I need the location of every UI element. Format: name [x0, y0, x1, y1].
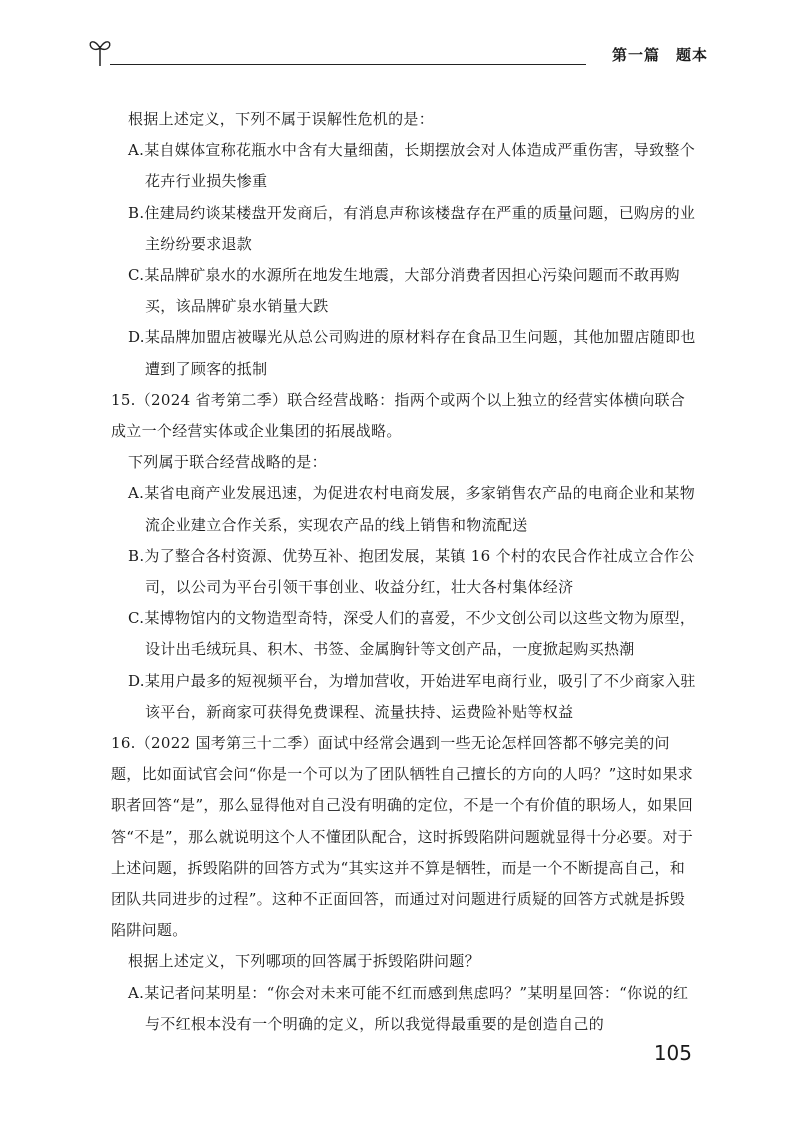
option-letter: B. [128, 203, 145, 222]
q15-stem: 15.（2024 省考第二季）联合经营战略：指两个或两个以上独立的经营实体横向联合成立一个经营实体或企业集团的拓展战略。 [111, 390, 686, 441]
option-letter: C. [128, 609, 145, 628]
option-text: 某自媒体宣称花瓶水中含有大量细菌，长期摆放会对人体造成严重伤害，导致整个花卉行业损失惨重 [144, 141, 696, 191]
option-letter: A. [128, 983, 145, 1002]
option-text: 住建局约谈某楼盘开发商后，有消息声称该楼盘存在严重的质量问题，已购房的业主纷纷要求退款 [144, 203, 696, 253]
q14-option-d [128, 322, 698, 384]
page-number: 105 [653, 1041, 692, 1065]
q14-prompt: 根据上述定义，下列不属于误解性危机的是： [128, 110, 435, 128]
option-letter: A. [128, 484, 145, 503]
option-text: 某省电商产业发展迅速，为促进农村电商发展，多家销售农产品的电商企业和某物流企业建立合作关系，实现农产品的线上销售和物流配送 [144, 484, 696, 534]
option-text: 某品牌矿泉水的水源所在地发生地震，大部分消费者因担心污染问题而不敢再购买，该品牌矿泉水销量大跌 [144, 266, 680, 316]
q16-stem: 16.（2022 国考第三十二季）面试中经常会遇到一些无论怎样回答都不够完美的问题，比如面试官会问“你是一个可以为了团队牺牲自己擅长的方向的人吗？”这时如果求职者回答“是”，那么显得他对自己没有明确的定位，不是一个有价值的职场人，如果回答“不是”，那么就说明这个人不懂团队配合，这时拆毁陷阱问题就显得十分必要。对于上述问题，拆毁陷阱的回答方式为“其实这并不算是牺牲，而是一个不断提高自己，和团队共同进步的过程”。这种不正面回答，而通过对问题进行质疑的回答方式就是拆毁陷阱问题。 [111, 734, 694, 940]
option-letter: D. [128, 328, 145, 347]
q16-prompt: 根据上述定义，下列哪项的回答属于拆毁陷阱问题？ [128, 952, 480, 971]
q15-option-a [128, 478, 698, 540]
q14-option-a [128, 135, 698, 197]
page-header [88, 30, 708, 70]
page-content [111, 104, 698, 1040]
q15-option-d [128, 666, 698, 728]
option-letter: D. [128, 671, 145, 690]
option-text: 某品牌加盟店被曝光从总公司购进的原材料存在食品卫生问题，其他加盟店随即也遭到了顾客的抵制 [144, 328, 696, 378]
sprout-icon [88, 34, 112, 72]
option-letter: C. [128, 266, 145, 285]
option-text: 为了整合各村资源、优势互补、抱团发展，某镇 16 个村的农民合作社成立合作公司，以公司为平台引领干事创业、收益分红，壮大各村集体经济 [144, 546, 695, 597]
option-text: 某用户最多的短视频平台，为增加营收，开始进军电商行业，吸引了不少商家入驻该平台，新商家可获得免费课程、流量扶持、运费险补贴等权益 [144, 671, 696, 721]
q15-prompt: 下列属于联合经营战略的是： [128, 453, 327, 472]
option-text: 某博物馆内的文物造型奇特，深受人们的喜爱，不少文创公司以这些文物为原型，设计出毛绒玩具、积木、书签、金属胸针等文创产品，一度掀起购买热潮 [144, 609, 696, 659]
header-rule [110, 64, 586, 65]
q16-option-a [128, 978, 698, 1040]
option-text: 某记者问某明星：“你会对未来可能不红而感到焦虑吗？”某明星回答：“你说的红与不红根本没有一个明确的定义，所以我觉得最重要的是创造自己的 [144, 983, 689, 1033]
option-letter: B. [128, 546, 145, 565]
q15-option-b [128, 541, 698, 603]
q15-option-c [128, 603, 698, 665]
q14-option-c [128, 260, 698, 322]
q14-option-b [128, 198, 698, 260]
option-letter: A. [128, 141, 145, 160]
header-title: 第一篇 题本 [611, 46, 708, 64]
